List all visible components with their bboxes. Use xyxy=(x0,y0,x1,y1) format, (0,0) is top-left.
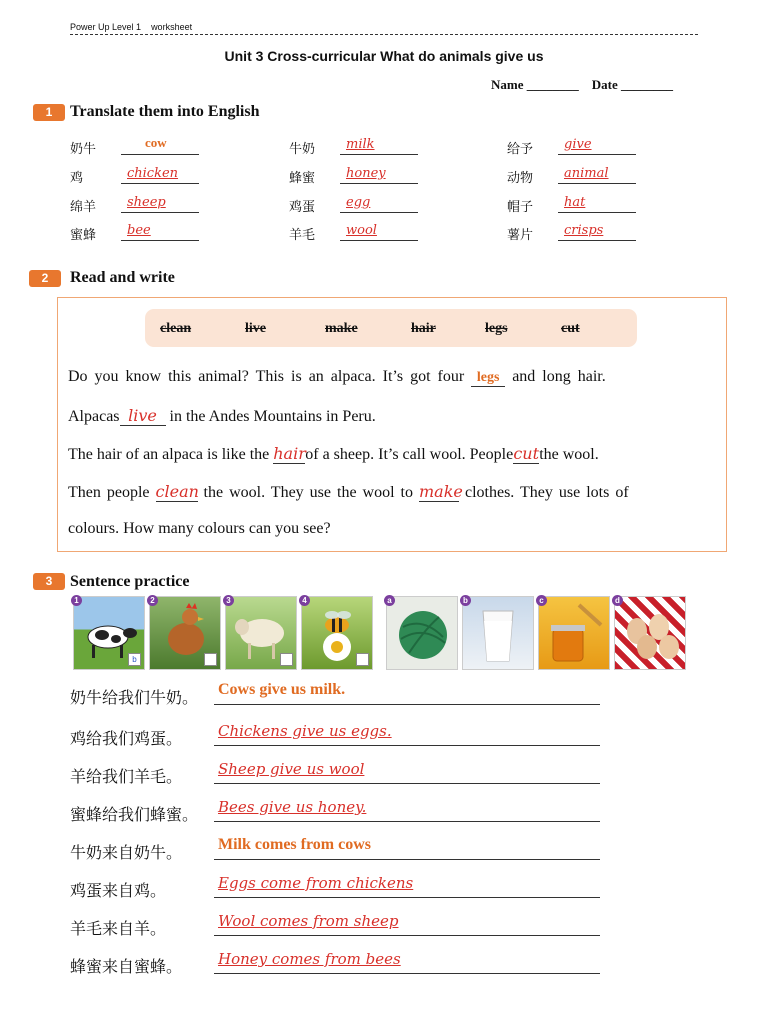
bee-picture xyxy=(301,596,373,670)
picture-label: 2 xyxy=(147,595,158,606)
picture-label: 1 xyxy=(71,595,82,606)
translate-answer-blank[interactable] xyxy=(558,196,636,213)
section1-badge: 1 xyxy=(33,104,65,121)
section3-badge: 3 xyxy=(33,573,65,590)
translate-answer-blank[interactable] xyxy=(340,167,418,184)
picture-label: c xyxy=(536,595,547,606)
translate-answer-blank[interactable] xyxy=(121,224,199,241)
translate-answer: crisps xyxy=(564,223,604,238)
translate-answer-blank[interactable] xyxy=(558,167,636,184)
word-bank-item: legs xyxy=(485,321,508,336)
sentence-chinese: 鸡蛋来自鸡。 xyxy=(70,881,167,900)
picture-label: d xyxy=(612,595,623,606)
paragraph-line xyxy=(68,444,599,464)
sentence-answer-line[interactable] xyxy=(214,950,600,974)
translate-chinese-term: 牛奶 xyxy=(289,142,316,157)
translate-answer: hat xyxy=(564,195,586,210)
translate-chinese-term: 蜂蜜 xyxy=(289,171,316,186)
sentence-chinese: 鸡给我们鸡蛋。 xyxy=(70,729,183,748)
milk-picture xyxy=(462,596,534,670)
translate-chinese-term: 鸡蛋 xyxy=(289,200,316,215)
translate-answer: sheep xyxy=(127,195,166,210)
translate-answer-blank[interactable] xyxy=(558,138,636,155)
picture-label: 4 xyxy=(299,595,310,606)
translate-answer: chicken xyxy=(127,166,179,181)
sentence-chinese: 羊毛来自羊。 xyxy=(70,919,167,938)
translate-chinese-term: 动物 xyxy=(507,171,534,186)
text: clothes. They use lots of xyxy=(464,484,629,501)
page-title: Unit 3 Cross-curricular What do animals give us xyxy=(224,48,544,64)
translate-answer: milk xyxy=(346,137,375,152)
paragraph-line: colours. How many colours can you see? xyxy=(68,520,331,537)
translate-answer: give xyxy=(564,137,592,152)
translate-chinese-term: 蜜蜂 xyxy=(70,228,97,243)
wool-picture xyxy=(386,596,458,670)
translate-answer-blank[interactable] xyxy=(558,224,636,241)
text: Then people xyxy=(68,484,150,501)
sentence-answer-line[interactable] xyxy=(214,836,600,860)
word-bank xyxy=(145,309,637,347)
sentence-answer-line[interactable] xyxy=(214,912,600,936)
name-field: Name ________ xyxy=(491,77,579,92)
sentence-chinese: 牛奶来自奶牛。 xyxy=(70,843,183,862)
answer-box[interactable] xyxy=(204,653,217,666)
sentence-answer-line[interactable] xyxy=(214,798,600,822)
answer-box[interactable]: b xyxy=(128,653,141,666)
header-divider xyxy=(70,34,698,35)
section1-title: Translate them into English xyxy=(70,103,260,120)
sentence-answer: Wool comes from sheep xyxy=(218,912,399,930)
name-date-fields xyxy=(491,77,673,93)
eggs-picture xyxy=(614,596,686,670)
worksheet-label: worksheet xyxy=(151,22,193,32)
sentence-chinese: 蜜蜂给我们蜂蜜。 xyxy=(70,805,199,824)
translate-chinese-term: 帽子 xyxy=(507,200,534,215)
sentence-answer-line[interactable] xyxy=(214,681,600,705)
sentence-answer: Bees give us honey. xyxy=(218,798,367,816)
sentence-answer: Eggs come from chickens xyxy=(218,874,414,892)
translate-answer: egg xyxy=(346,195,371,210)
translate-chinese-term: 鸡 xyxy=(70,171,84,186)
level-label: Power Up Level 1 xyxy=(70,22,142,32)
sentence-answer-line[interactable] xyxy=(214,874,600,898)
sentence-chinese: 蜂蜜来自蜜蜂。 xyxy=(70,957,183,976)
translate-answer: animal xyxy=(564,166,609,181)
blank-cut[interactable]: cut xyxy=(513,444,540,463)
sentence-answer: Milk comes from cows xyxy=(218,836,371,853)
word-bank-item: live xyxy=(245,321,266,336)
picture-label: a xyxy=(384,595,395,606)
word-bank-item: cut xyxy=(561,321,580,336)
cow-picture xyxy=(73,596,145,670)
worksheet-header xyxy=(70,22,192,32)
sentence-answer-line[interactable] xyxy=(214,760,600,784)
section2-title: Read and write xyxy=(70,269,175,286)
paragraph-line xyxy=(68,482,629,502)
sentence-answer: Cows give us milk. xyxy=(218,681,346,698)
honey-picture xyxy=(538,596,610,670)
word-bank-item: make xyxy=(325,321,358,336)
sentence-answer: Chickens give us eggs. xyxy=(218,722,392,740)
paragraph-line xyxy=(68,368,606,387)
translate-answer-blank[interactable] xyxy=(121,167,199,184)
sentence-answer: Sheep give us wool xyxy=(218,760,365,778)
sheep-picture xyxy=(225,596,297,670)
text: the wool. They use the wool to xyxy=(203,484,413,501)
answer-box[interactable] xyxy=(356,653,369,666)
translate-answer-blank[interactable] xyxy=(340,196,418,213)
text: Alpacas xyxy=(68,408,120,425)
blank-hair[interactable]: hair xyxy=(273,444,306,463)
eggs-icon xyxy=(615,597,685,669)
chicken-picture xyxy=(149,596,221,670)
text: the wool. xyxy=(539,446,599,463)
milk-glass-icon xyxy=(463,597,533,669)
picture-label: 3 xyxy=(223,595,234,606)
translate-answer-blank[interactable] xyxy=(121,196,199,213)
sentence-chinese: 羊给我们羊毛。 xyxy=(70,767,183,786)
sentence-answer: Honey comes from bees xyxy=(218,950,401,968)
translate-chinese-term: 绵羊 xyxy=(70,200,97,215)
translate-answer-blank[interactable] xyxy=(340,138,418,155)
text: in the Andes Mountains in Peru. xyxy=(169,408,376,425)
text: Do you know this animal? This is an alpaca. It’s got four xyxy=(68,368,465,385)
blank-legs[interactable]: legs xyxy=(471,370,505,387)
translate-answer: honey xyxy=(346,166,386,181)
translate-chinese-term: 薯片 xyxy=(507,228,534,243)
translate-chinese-term: 羊毛 xyxy=(289,228,316,243)
translate-answer-blank[interactable] xyxy=(121,135,199,155)
section2-badge: 2 xyxy=(29,270,61,287)
blank-make[interactable]: make xyxy=(418,482,463,501)
honey-jar-icon xyxy=(539,597,609,669)
word-bank-item: clean xyxy=(160,321,192,336)
answer-box[interactable] xyxy=(280,653,293,666)
translate-answer-blank[interactable] xyxy=(340,224,418,241)
word-bank-item: hair xyxy=(411,321,436,336)
blank-clean[interactable]: clean xyxy=(155,482,199,501)
text: The hair of an alpaca is like the xyxy=(68,446,270,463)
text: of a sheep. It’s call wool. People xyxy=(305,446,514,463)
translate-answer: cow xyxy=(145,135,167,150)
yarn-ball-icon xyxy=(387,597,457,669)
section3-title: Sentence practice xyxy=(70,573,190,590)
text: and long hair. xyxy=(512,368,606,385)
translate-answer: wool xyxy=(346,223,377,238)
date-field: Date ________ xyxy=(591,77,673,92)
sentence-chinese: 奶牛给我们牛奶。 xyxy=(70,688,199,707)
translate-chinese-term: 给予 xyxy=(507,142,534,157)
translate-chinese-term: 奶牛 xyxy=(70,142,97,157)
paragraph-line xyxy=(68,406,376,426)
blank-live[interactable]: live xyxy=(120,406,166,426)
picture-label: b xyxy=(460,595,471,606)
sentence-answer-line[interactable] xyxy=(214,722,600,746)
translate-answer: bee xyxy=(127,223,151,238)
